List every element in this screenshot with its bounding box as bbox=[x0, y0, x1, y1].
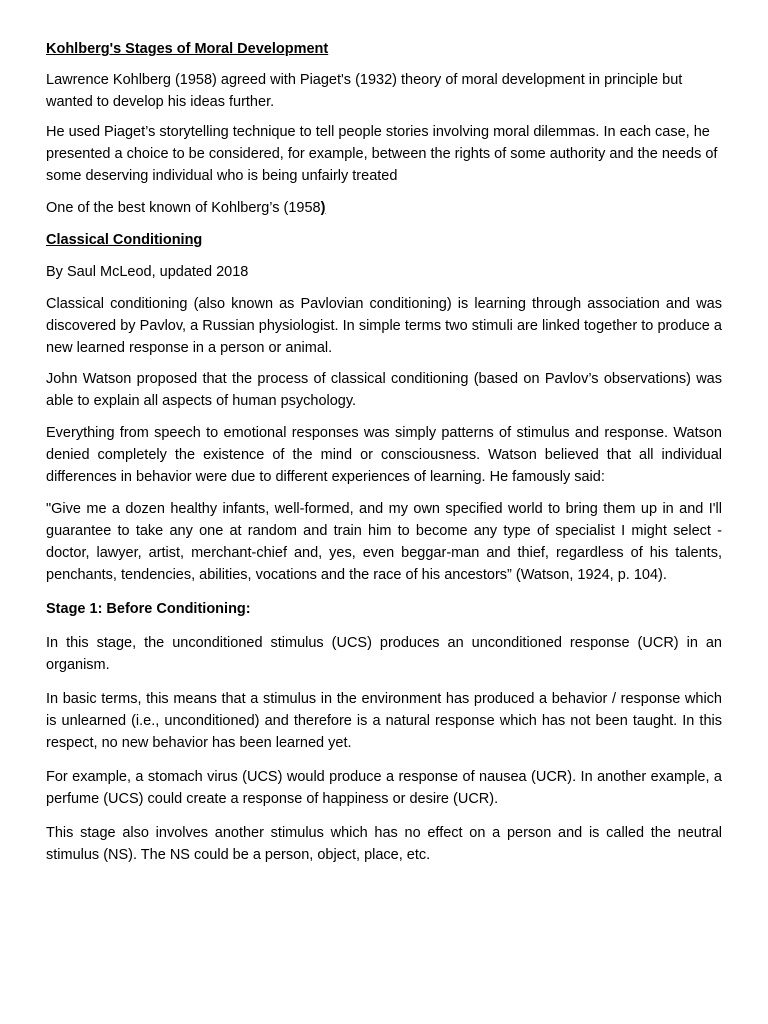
stage1-paragraph-4: This stage also involves another stimulus which has no effect on a person and is called the neutral stimulus (NS). The NS could be a person, object, place, etc. bbox=[46, 825, 722, 863]
kohlberg-paragraph-3 bbox=[46, 197, 722, 219]
classical-paragraph-2: John Watson proposed that the process of classical conditioning (based on Pavlov’s observations) was able to explain all aspects of human psychology. bbox=[46, 371, 722, 409]
document-page bbox=[46, 38, 722, 866]
stage1-paragraph-1: In this stage, the unconditioned stimulus (UCS) produces an unconditioned response (UCR) in an organism. bbox=[46, 635, 722, 673]
kohlberg-paragraph-3-text: One of the best known of Kohlberg’s (1958 bbox=[46, 200, 321, 216]
kohlberg-paragraph-2: He used Piaget’s storytelling technique to tell people stories involving moral dilemmas. In each case, he presented a choice to be considered, for example, between the rights of some authority and the needs of some deserving individual who is being unfairly treated bbox=[46, 124, 718, 184]
stage1-paragraph-2: In basic terms, this means that a stimulus in the environment has produced a behavior / response which is unlearned (i.e., unconditioned) and therefore is a natural response which has not been taught. In this respect, no new behavior has been learned yet. bbox=[46, 691, 722, 751]
stage1-paragraph-3: For example, a stomach virus (UCS) would produce a response of nausea (UCR). In another example, a perfume (UCS) could create a response of happiness or desire (UCR). bbox=[46, 769, 722, 807]
kohlberg-paragraph-1: Lawrence Kohlberg (1958) agreed with Piaget's (1932) theory of moral development in principle but wanted to develop his ideas further. bbox=[46, 72, 683, 110]
stage1-heading: Stage 1: Before Conditioning: bbox=[46, 601, 251, 617]
classical-paragraph-3: Everything from speech to emotional responses was simply patterns of stimulus and response. Watson denied completely the existence of the mind or consciousness. Watson believed that all individual differences in behavior were due to different experiences of learning. He famously said: bbox=[46, 425, 722, 485]
watson-quote: "Give me a dozen healthy infants, well-formed, and my own specified world to bring them up in and I'll guarantee to take any one at random and train him to become any type of specialist I might select - doctor, lawyer, artist, merchant-chief and, yes, even beggar-man and thief, regardless of his talents, penchants, tendencies, abilities, vocations and the race of his ancestors” (Watson, 1924, p. 104). bbox=[46, 501, 722, 583]
classical-heading: Classical Conditioning bbox=[46, 232, 203, 248]
kohlberg-heading: Kohlberg's Stages of Moral Development bbox=[46, 41, 329, 57]
classical-byline: By Saul McLeod, updated 2018 bbox=[46, 264, 249, 280]
kohlberg-paragraph-3-paren: ) bbox=[320, 200, 326, 216]
classical-paragraph-1: Classical conditioning (also known as Pavlovian conditioning) is learning through association and was discovered by Pavlov, a Russian physiologist. In simple terms two stimuli are linked together to produce a new learned response in a person or animal. bbox=[46, 296, 722, 356]
